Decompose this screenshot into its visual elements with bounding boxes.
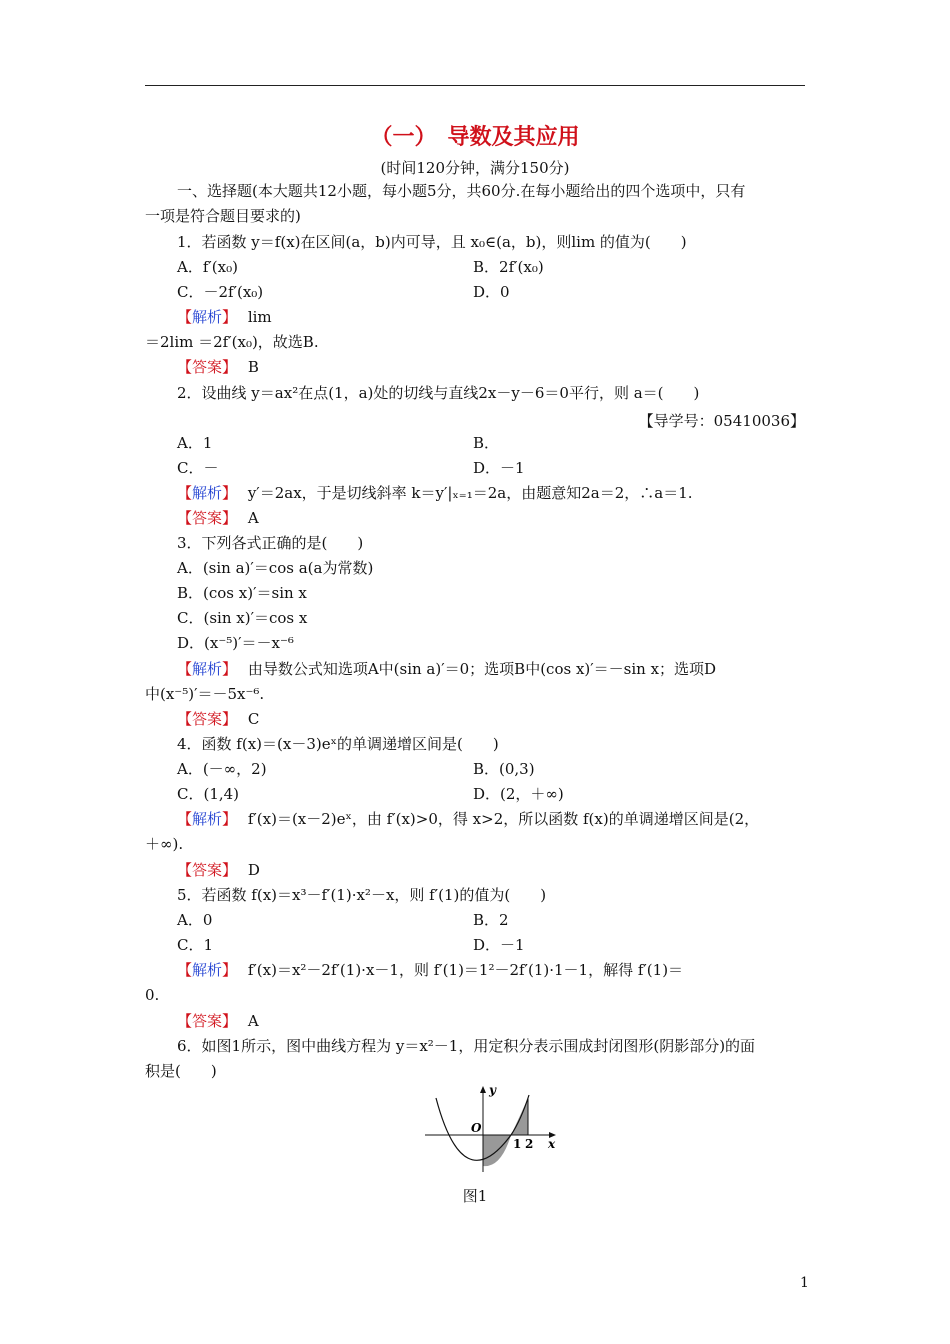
q2-analysis-text: y′＝2ax，于是切线斜率 k＝y′|ₓ₌₁＝2a，由题意知2a＝2，∴a＝1. [247, 484, 693, 502]
analysis-tag: 【 解析 】 [177, 961, 237, 979]
q4-answer [177, 860, 260, 880]
q3-option-b: B．(cos x)′＝sin x [177, 584, 307, 602]
q3-stem: 3．下列各式正确的是( ) [177, 534, 364, 552]
q3-analysis-text: 由导数公式知选项A中(sin a)′＝0；选项B中(cos x)′＝－sin x；选项D [247, 660, 717, 678]
q3-option-a: A．(sin a)′＝cos a(a为常数) [177, 559, 374, 577]
q2-option-d: D．－1 [473, 459, 525, 477]
q5-answer-value: A [247, 1012, 259, 1030]
q1-answer-value: B [247, 358, 259, 376]
q1-option-d: D．0 [473, 283, 510, 301]
q2-answer [177, 508, 259, 528]
q4-analysis-text: f′(x)＝(x－2)eˣ，由 f′(x)>0，得 x>2，所以函数 f(x)的单调递增区间是(2， [247, 810, 760, 828]
x-axis-label: x [548, 1137, 556, 1151]
q1-option-b: B．2f′(x₀) [473, 258, 544, 276]
q5-analysis [177, 960, 683, 980]
q6-stem-cont: 积是( ) [145, 1062, 217, 1080]
q1-option-a: A．f′(x₀) [177, 258, 238, 276]
q4-analysis [177, 809, 759, 829]
page-number: 1 [800, 1275, 809, 1291]
q2-option-b: B． [473, 434, 500, 452]
q3-answer [177, 709, 259, 729]
tick-1-label: 1 [513, 1137, 522, 1151]
q2-option-a: A．1 [177, 434, 213, 452]
answer-tag: 【 答案 】 [177, 861, 237, 879]
answer-tag: 【 答案 】 [177, 509, 237, 527]
analysis-tag: 【 解析 】 [177, 810, 237, 828]
q5-option-c: C．1 [177, 936, 214, 954]
q2-option-c: C．－ [177, 459, 219, 477]
q4-answer-value: D [247, 861, 260, 879]
q1-analysis-text: lim [247, 308, 272, 326]
q1-analysis [177, 307, 272, 327]
q2-answer-value: A [247, 509, 259, 527]
header-rule [145, 85, 805, 86]
section-intro-cont: 一项是符合题目要求的) [145, 207, 301, 225]
q3-answer-value: C [247, 710, 260, 728]
q3-analysis-cont: 中(x⁻⁵)′＝－5x⁻⁶. [145, 685, 265, 703]
q1-answer [177, 357, 259, 377]
q2-reference-code: 【导学号：05410036】 [638, 412, 805, 430]
q4-stem: 4．函数 f(x)＝(x－3)eˣ的单调递增区间是( ) [177, 735, 499, 753]
q5-analysis-text: f′(x)＝x²－2f′(1)·x－1，则 f′(1)＝1²－2f′(1)·1－1，解得 f′(1)＝ [247, 961, 684, 979]
page-title: （一） 导数及其应用 [370, 124, 580, 150]
q4-option-c: C．(1,4) [177, 785, 240, 803]
q1-analysis-cont: ＝2lim ＝2f′(x₀)，故选B. [145, 333, 319, 351]
q5-answer [177, 1011, 259, 1031]
q3-option-c: C．(sin x)′＝cos x [177, 609, 308, 627]
q5-analysis-cont: 0. [145, 986, 160, 1004]
q2-analysis [177, 483, 693, 503]
origin-label: O [471, 1121, 482, 1135]
figure-caption: 图1 [462, 1187, 488, 1205]
q5-option-d: D．－1 [473, 936, 525, 954]
page-subtitle: (时间120分钟，满分150分) [380, 159, 570, 177]
q4-option-b: B．(0,3) [473, 760, 535, 778]
q5-option-b: B．2 [473, 911, 509, 929]
q1-stem: 1．若函数 y＝f(x)在区间(a，b)内可导，且 x₀∈(a，b)，则lim 的值为( ) [177, 233, 687, 251]
q5-option-a: A．0 [177, 911, 213, 929]
q3-analysis [177, 659, 716, 679]
section-intro: 一、选择题(本大题共12小题，每小题5分，共60分.在每小题给出的四个选项中，只有 [177, 182, 746, 200]
q4-analysis-cont: ＋∞). [145, 835, 184, 853]
answer-tag: 【 答案 】 [177, 358, 237, 376]
y-axis-label: y [489, 1083, 496, 1097]
q4-option-a: A．(－∞，2) [177, 760, 267, 778]
q1-option-c: C．－2f′(x₀) [177, 283, 264, 301]
analysis-tag: 【 解析 】 [177, 484, 237, 502]
q5-stem: 5．若函数 f(x)＝x³－f′(1)·x²－x，则 f′(1)的值为( ) [177, 886, 547, 904]
q3-option-d: D．(x⁻⁵)′＝－x⁻⁶ [177, 634, 294, 652]
q4-option-d: D．(2，＋∞) [473, 785, 564, 803]
q2-stem: 2．设曲线 y＝ax²在点(1，a)处的切线与直线2x－y－6＝0平行，则 a＝( ) [177, 384, 700, 402]
answer-tag: 【 答案 】 [177, 710, 237, 728]
tick-2-label: 2 [525, 1137, 534, 1151]
q6-stem: 6．如图1所示，图中曲线方程为 y＝x²－1，用定积分表示围成封闭图形(阴影部分)的面 [177, 1037, 756, 1055]
analysis-tag: 【 解析 】 [177, 660, 237, 678]
answer-tag: 【 答案 】 [177, 1012, 237, 1030]
q6-figure [423, 1080, 563, 1175]
y-axis-arrow [480, 1086, 486, 1093]
analysis-tag: 【 解析 】 [177, 308, 237, 326]
